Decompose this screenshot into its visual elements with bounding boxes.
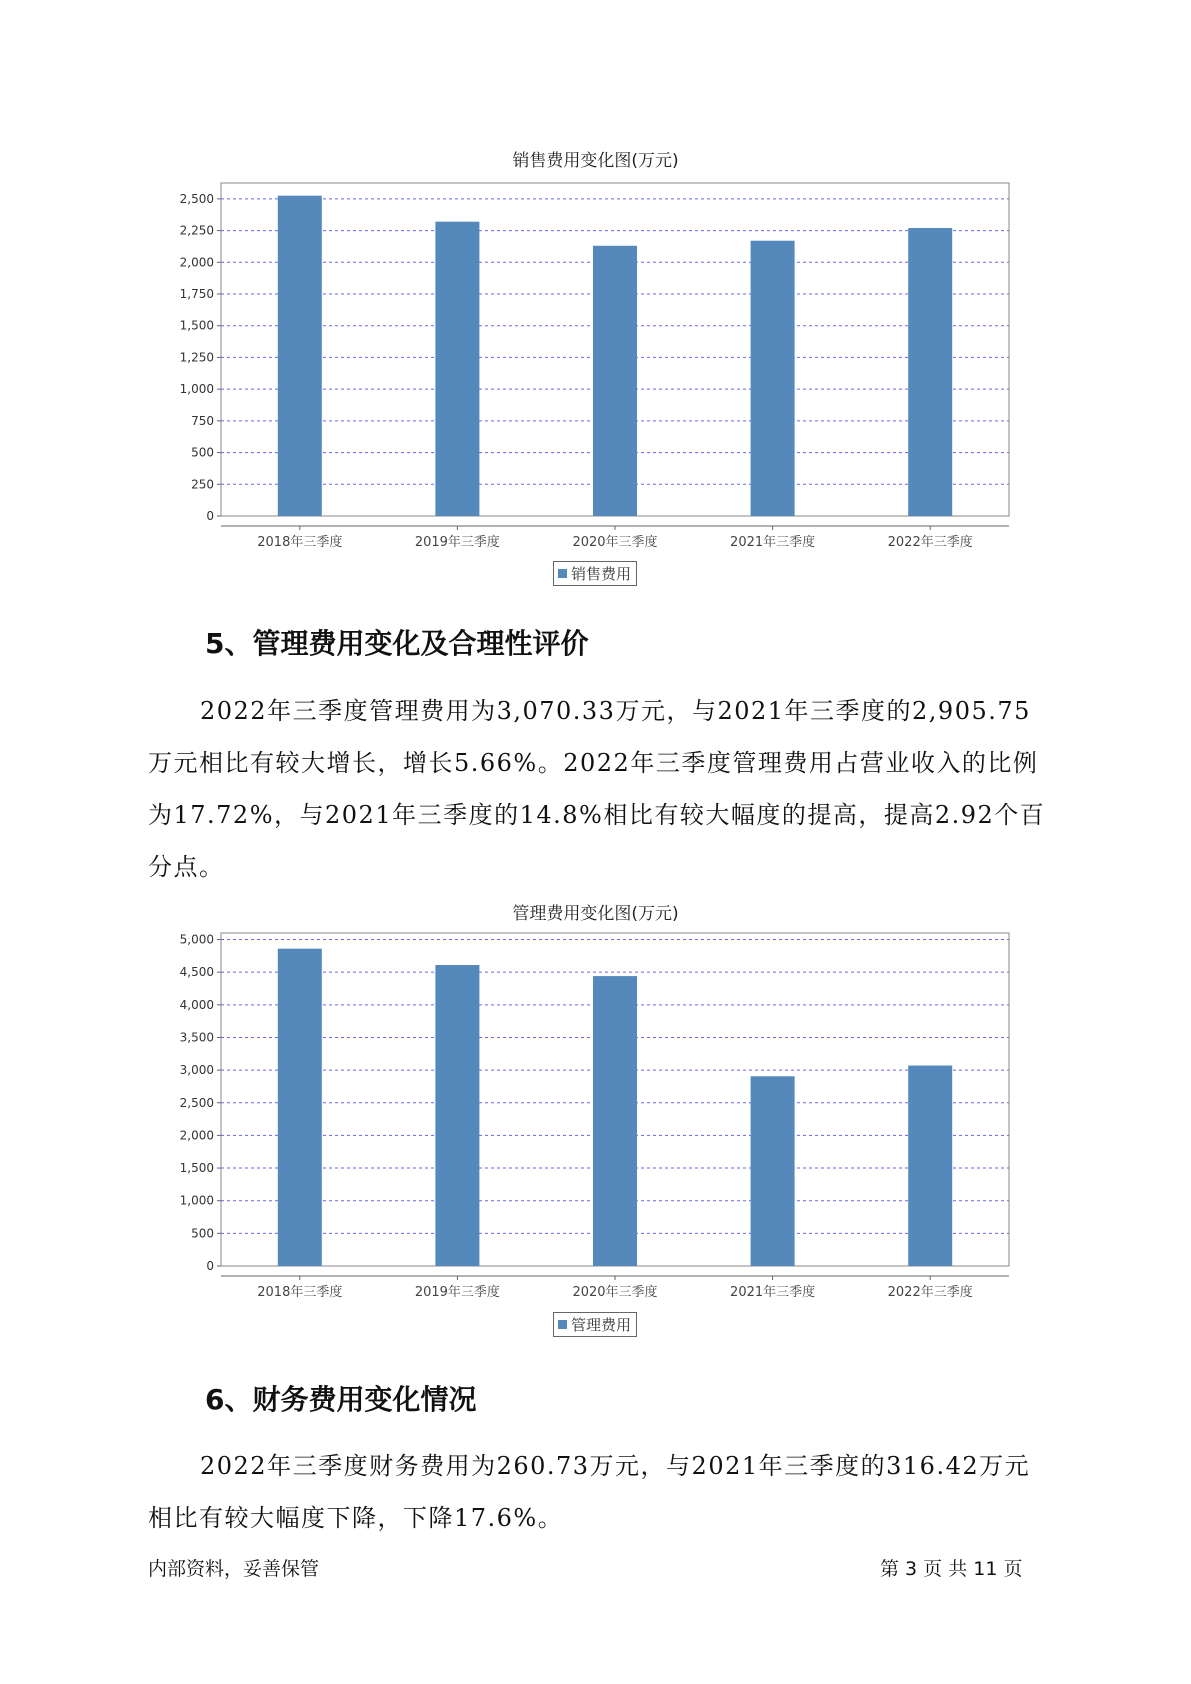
x-tick-label: 2021年三季度 — [730, 535, 816, 550]
footer-page-number: 第 3 页 共 11 页 — [880, 1558, 1023, 1580]
bar — [278, 196, 322, 516]
x-tick-label: 2018年三季度 — [257, 1285, 343, 1300]
x-tick-label: 2018年三季度 — [257, 535, 343, 550]
x-tick-label: 2020年三季度 — [572, 535, 658, 550]
y-tick-label: 1,500 — [179, 318, 214, 333]
y-tick-label: 1,000 — [179, 1193, 214, 1208]
x-tick-label: 2022年三季度 — [887, 535, 973, 550]
y-tick-label: 1,000 — [179, 382, 214, 397]
y-tick-label: 0 — [206, 1259, 214, 1273]
y-tick-label: 1,500 — [179, 1161, 214, 1176]
bar — [593, 976, 637, 1266]
legend-swatch-icon — [558, 569, 567, 578]
section-heading-finance-expense: 6、财务费用变化情况 — [205, 1383, 477, 1416]
y-tick-label: 3,500 — [179, 1030, 214, 1045]
management-expense-chart-title: 管理费用变化图(万元) — [512, 904, 679, 924]
y-tick-label: 4,500 — [179, 965, 214, 980]
sales-expense-chart-title: 销售费用变化图(万元) — [512, 151, 679, 171]
sales-expense-chart — [160, 183, 1020, 550]
sales-expense-legend — [553, 561, 637, 586]
x-tick-label: 2020年三季度 — [572, 1285, 658, 1300]
x-tick-label: 2022年三季度 — [887, 1285, 973, 1300]
y-tick-label: 0 — [206, 509, 214, 523]
bar — [435, 222, 479, 516]
y-tick-label: 2,000 — [179, 1128, 214, 1143]
x-tick-label: 2021年三季度 — [730, 1285, 816, 1300]
bar — [908, 228, 952, 516]
bar — [751, 1076, 795, 1266]
bar — [593, 246, 637, 516]
y-tick-label: 750 — [191, 413, 214, 428]
management-expense-paragraph: 2022年三季度管理费用为3,070.33万元，与2021年三季度的2,905.75万元相比有较大增长，增长5.66%。2022年三季度管理费用占营业收入的比例为17.72%，与2021年三季度的14.8%相比有较大幅度的提高，提高2.92个百分点。 — [148, 697, 1046, 881]
legend-label: 管理费用 — [571, 1316, 632, 1334]
management-expense-chart — [160, 932, 1020, 1300]
y-tick-label: 500 — [191, 1226, 214, 1241]
x-tick-label: 2019年三季度 — [414, 1285, 500, 1300]
legend-swatch-icon — [558, 1320, 567, 1329]
y-tick-label: 2,250 — [179, 223, 214, 238]
footer-confidential-note: 内部资料，妥善保管 — [148, 1558, 320, 1580]
y-tick-label: 500 — [191, 445, 214, 460]
finance-expense-paragraph: 2022年三季度财务费用为260.73万元，与2021年三季度的316.42万元相比有较大幅度下降，下降17.6%。 — [148, 1452, 1031, 1532]
y-tick-label: 2,500 — [179, 1095, 214, 1110]
management-expense-legend — [553, 1312, 637, 1337]
bar — [908, 1066, 952, 1266]
legend-label: 销售费用 — [571, 565, 632, 583]
bar — [751, 241, 795, 516]
y-tick-label: 5,000 — [179, 932, 214, 947]
y-tick-label: 2,500 — [179, 191, 214, 206]
x-tick-label: 2019年三季度 — [414, 535, 500, 550]
y-tick-label: 1,250 — [179, 350, 214, 365]
y-tick-label: 1,750 — [179, 287, 214, 301]
bar — [278, 949, 322, 1266]
y-tick-label: 3,000 — [179, 1063, 214, 1078]
section-heading-management-expense: 5、管理费用变化及合理性评价 — [205, 627, 589, 660]
y-tick-label: 2,000 — [179, 255, 214, 270]
bar — [435, 965, 479, 1266]
y-tick-label: 250 — [191, 477, 214, 492]
y-tick-label: 4,000 — [179, 997, 214, 1012]
